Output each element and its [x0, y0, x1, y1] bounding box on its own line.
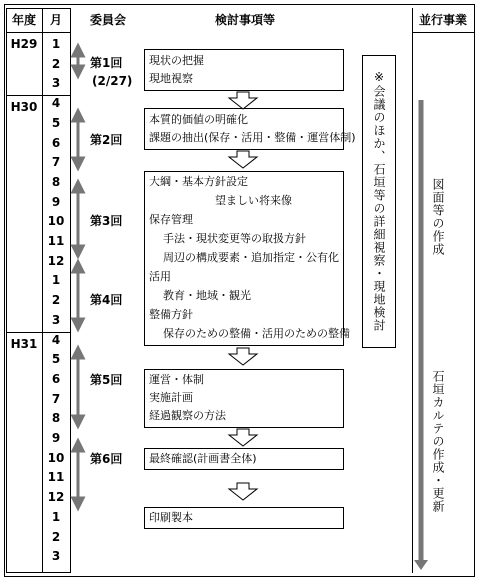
- month-cell: 8: [51, 174, 61, 189]
- month-cell: 1: [51, 273, 61, 288]
- header-items: 検討事項等: [214, 13, 275, 27]
- month-cell: 12: [47, 490, 65, 505]
- era-h30: H30: [10, 100, 38, 114]
- month-cell: 5: [51, 352, 61, 367]
- month-cell: 1: [51, 509, 61, 524]
- step-6-line-1: 印刷製本: [149, 511, 193, 524]
- flow-arrow-4: [229, 429, 257, 446]
- header-committee: 委員会: [89, 13, 126, 27]
- month-cell: 2: [51, 56, 61, 71]
- era-h31: H31: [10, 337, 38, 351]
- month-cell: 4: [51, 332, 61, 347]
- flow-arrow-3: [229, 348, 257, 365]
- month-cell: 2: [51, 293, 61, 308]
- note-text: ※会議のほか、石垣等の詳細視察・現地検討: [372, 70, 386, 332]
- step-4-line-2: 実施計画: [149, 391, 193, 404]
- month-cell: 1: [51, 37, 61, 51]
- month-cell: 3: [51, 549, 61, 564]
- month-cell: 9: [51, 194, 61, 209]
- step-3-line-6: 活用: [149, 270, 171, 283]
- meeting-4-label: 第4回: [90, 293, 123, 307]
- month-cell: 3: [51, 76, 61, 91]
- flow-arrow-1: [229, 92, 257, 109]
- month-cell: 11: [47, 234, 65, 248]
- header-year: 年度: [11, 13, 36, 27]
- month-cell: 6: [51, 135, 61, 150]
- month-cell: 3: [51, 312, 61, 327]
- meeting-3-label: 第3回: [90, 214, 123, 228]
- flow-arrow-2: [229, 151, 257, 168]
- header-month: 月: [49, 13, 62, 27]
- month-cell: 12: [47, 253, 65, 268]
- month-cell: 5: [51, 115, 61, 130]
- step-3-line-1: 大綱・基本方針設定: [149, 175, 248, 188]
- parallel-arrow-head: [414, 560, 428, 570]
- step-3-line-4: 手法・現状変更等の取扱方針: [163, 232, 306, 245]
- month-cell: 10: [47, 214, 65, 229]
- step-2-line-1: 本質的価値の明確化: [149, 113, 248, 126]
- step-3-line-7: 教育・地域・観光: [163, 289, 251, 302]
- step-3-line-8: 整備方針: [149, 308, 193, 321]
- step-3-line-3: 保存管理: [149, 213, 193, 226]
- month-cell: 7: [51, 391, 61, 406]
- month-cell: 11: [47, 470, 65, 485]
- parallel-drawings: 図面等の作成: [431, 178, 445, 256]
- month-cell: 4: [51, 96, 61, 111]
- month-cell: 2: [51, 529, 61, 544]
- meeting-1-label: 第1回: [90, 56, 123, 70]
- meeting-2-label: 第2回: [90, 133, 123, 147]
- month-cell: 7: [51, 155, 61, 170]
- step-3-line-9: 保存のための整備・活用のための整備: [163, 327, 350, 340]
- step-1-line-1: 現状の把握: [149, 54, 204, 67]
- step-5-line-1: 最終確認(計画書全体): [149, 452, 257, 465]
- month-cell: 10: [47, 450, 65, 465]
- step-4-line-1: 運営・体制: [149, 373, 204, 386]
- month-cell: 8: [51, 411, 61, 426]
- month-cell: 6: [51, 371, 61, 386]
- parallel-stone-records: 石垣カルテの作成・更新: [431, 370, 445, 513]
- step-3-line-2: 望ましい将来像: [215, 194, 292, 207]
- month-cell: 9: [51, 431, 61, 445]
- step-4-line-3: 経過観察の方法: [149, 409, 226, 422]
- meeting-1-date: (2/27): [92, 74, 133, 88]
- step-1-line-2: 現地視察: [149, 72, 193, 85]
- era-h29: H29: [10, 37, 38, 51]
- meeting-6-label: 第6回: [90, 452, 123, 466]
- header-parallel: 並行事業: [418, 13, 467, 27]
- step-3-line-5: 周辺の構成要素・追加指定・公有化: [163, 251, 339, 264]
- flow-arrow-5: [229, 483, 257, 500]
- step-2-line-2: 課題の抽出(保存・活用・整備・運営体制): [149, 131, 356, 144]
- meeting-5-label: 第5回: [90, 373, 123, 387]
